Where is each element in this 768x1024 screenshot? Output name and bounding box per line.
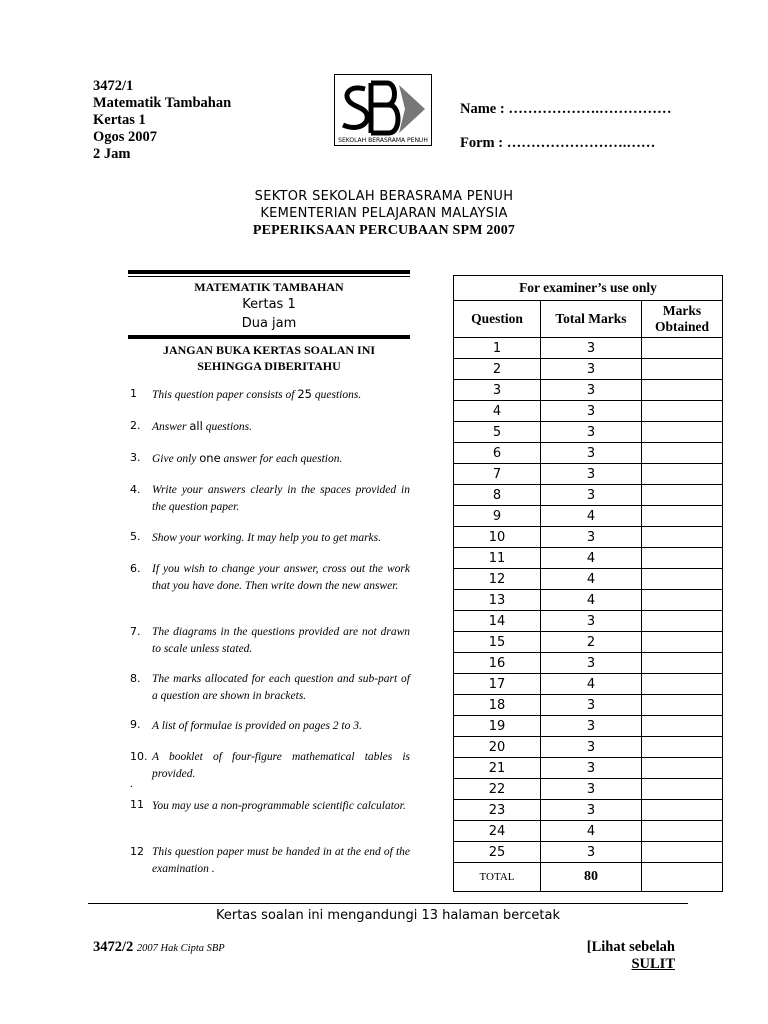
marks-obtained-cell[interactable] [642, 443, 723, 464]
col-header-obtained: Marks Obtained [642, 301, 723, 338]
marks-obtained-cell[interactable] [642, 527, 723, 548]
question-number: 8 [454, 485, 541, 506]
col-header-total: Total Marks [541, 301, 642, 338]
instruction-text: This question paper consists of 25 questions. [152, 387, 362, 401]
total-marks: 3 [541, 338, 642, 359]
total-marks: 3 [541, 716, 642, 737]
instruction-number: 6. [130, 562, 141, 575]
table-row [454, 548, 723, 569]
warning-text [128, 342, 410, 374]
table-row [454, 632, 723, 653]
question-number: 14 [454, 611, 541, 632]
total-marks: 3 [541, 653, 642, 674]
table-row [454, 443, 723, 464]
table-row [454, 506, 723, 527]
top-rule-thin [128, 276, 410, 277]
instruction-number: 3. [130, 451, 141, 464]
marks-obtained-cell[interactable] [642, 821, 723, 842]
question-number: 3 [454, 380, 541, 401]
table-row [454, 695, 723, 716]
instruction-text: Show your working. It may help you to get marks. [152, 532, 382, 544]
question-number: 18 [454, 695, 541, 716]
total-marks: 3 [541, 359, 642, 380]
table-row [454, 842, 723, 863]
total-marks: 3 [541, 758, 642, 779]
total-marks: 3 [541, 842, 642, 863]
marks-obtained-cell[interactable] [642, 359, 723, 380]
total-marks: 4 [541, 569, 642, 590]
question-number: 2 [454, 359, 541, 380]
marks-obtained-cell[interactable] [642, 737, 723, 758]
table-row [454, 737, 723, 758]
marks-obtained-cell[interactable] [642, 695, 723, 716]
table-row [454, 590, 723, 611]
instruction-text: The diagrams in the questions provided are not drawn to scale unless stated. [152, 626, 410, 655]
instruction-text: You may use a non-programmable scientific calculator. [152, 800, 406, 812]
copyright-note: 2007 Hak Cipta SBP [136, 943, 225, 954]
marks-obtained-cell[interactable] [642, 380, 723, 401]
total-marks: 4 [541, 506, 642, 527]
instruction-number: 8. [130, 672, 141, 685]
question-number: 4 [454, 401, 541, 422]
question-number: 11 [454, 548, 541, 569]
instruction-text: A list of formulae is provided on pages 2 to 3. [152, 720, 362, 732]
table-row [454, 422, 723, 443]
name-field[interactable]: Name : ……………….…………… [460, 101, 672, 117]
table-row [454, 401, 723, 422]
header-block [93, 78, 231, 163]
table-row [454, 464, 723, 485]
paper-code: 3472/1 [93, 78, 134, 94]
panel-paper: Kertas 1 [242, 297, 296, 312]
table-row [454, 653, 723, 674]
marks-obtained-cell[interactable] [642, 674, 723, 695]
table-row [454, 716, 723, 737]
question-number: 19 [454, 716, 541, 737]
table-row [454, 674, 723, 695]
marks-obtained-cell[interactable] [642, 338, 723, 359]
question-number: 23 [454, 800, 541, 821]
total-marks: 3 [541, 611, 642, 632]
instruction-number: 11 [130, 798, 144, 811]
total-marks: 3 [541, 737, 642, 758]
candidate-fields [460, 92, 671, 160]
instruction-text: If you wish to change your answer, cross out the work that you have done. Then write down the new answer. [152, 563, 410, 592]
table-row [454, 485, 723, 506]
table-row [454, 569, 723, 590]
instruction-number: 2. [130, 419, 141, 432]
exam-duration: 2 Jam [93, 146, 131, 162]
question-number: 1 [454, 338, 541, 359]
footer-right [587, 939, 675, 973]
question-number: 24 [454, 821, 541, 842]
marks-obtained-cell[interactable] [642, 464, 723, 485]
instruction-text: This question paper must be handed in at the end of the examination . [152, 846, 410, 875]
footer-paper-code: 3472/2 [93, 939, 134, 955]
total-marks: 3 [541, 443, 642, 464]
question-number: 15 [454, 632, 541, 653]
question-number: 10 [454, 527, 541, 548]
instruction-text: Write your answers clearly in the spaces provided in the question paper. [152, 484, 410, 513]
marks-obtained-cell[interactable] [642, 611, 723, 632]
marks-obtained-cell[interactable] [642, 485, 723, 506]
sulit-label: SULIT [631, 956, 675, 972]
total-marks: 4 [541, 674, 642, 695]
exam-title: PEPERIKSAAN PERCUBAAN SPM 2007 [252, 223, 516, 238]
table-row [454, 821, 723, 842]
marks-obtained-cell[interactable] [642, 800, 723, 821]
marks-obtained-cell[interactable] [642, 506, 723, 527]
question-number: 6 [454, 443, 541, 464]
question-number: 20 [454, 737, 541, 758]
total-marks: 3 [541, 422, 642, 443]
turn-over-note: [Lihat sebelah [586, 939, 675, 955]
sbp-logo [334, 74, 432, 146]
total-marks: 2 [541, 632, 642, 653]
instruction-number: 7. [130, 625, 141, 638]
question-number: 25 [454, 842, 541, 863]
total-value: 80 [541, 863, 642, 892]
question-number: 12 [454, 569, 541, 590]
total-marks: 3 [541, 695, 642, 716]
table-row [454, 800, 723, 821]
marks-obtained-cell[interactable] [642, 632, 723, 653]
instruction-number: 12 [130, 845, 144, 858]
table-row [454, 338, 723, 359]
instruction-number: 10. [130, 750, 148, 763]
question-number: 13 [454, 590, 541, 611]
total-marks: 3 [541, 800, 642, 821]
question-number: 16 [454, 653, 541, 674]
paper-number: Kertas 1 [93, 112, 146, 128]
table-row [454, 758, 723, 779]
total-marks: 4 [541, 821, 642, 842]
instruction-number: 9. [130, 718, 141, 731]
total-marks: 4 [541, 590, 642, 611]
table-row [454, 359, 723, 380]
footer-code [93, 939, 225, 956]
instruction-number: 1 [130, 387, 137, 400]
table-row [454, 527, 723, 548]
examiner-caption: For examiner’s use only [454, 276, 723, 301]
warning-line-1: JANGAN BUKA KERTAS SOALAN INI [162, 343, 376, 357]
stray-dot: . [130, 778, 133, 790]
question-number: 22 [454, 779, 541, 800]
logo-caption: SEKOLAH BERASRAMA PENUH [338, 137, 428, 144]
instruction-text: A booklet of four-figure mathematical tables is provided. [152, 751, 410, 780]
marks-obtained-cell[interactable] [642, 590, 723, 611]
marks-obtained-cell[interactable] [642, 569, 723, 590]
exam-date: Ogos 2007 [93, 129, 158, 145]
question-number: 17 [454, 674, 541, 695]
subject-name: Matematik Tambahan [93, 95, 232, 111]
total-marks: 3 [541, 527, 642, 548]
instruction-number: 5. [130, 530, 141, 543]
question-number: 9 [454, 506, 541, 527]
examiner-table [453, 275, 723, 892]
organisation-heading [0, 188, 768, 239]
total-marks: 3 [541, 779, 642, 800]
panel-duration: Dua jam [241, 316, 297, 331]
warning-line-2: SEHINGGA DIBERITAHU [197, 359, 341, 373]
total-marks: 3 [541, 401, 642, 422]
marks-obtained-cell[interactable] [642, 842, 723, 863]
table-row [454, 611, 723, 632]
marks-obtained-cell[interactable] [642, 401, 723, 422]
marks-obtained-cell[interactable] [642, 716, 723, 737]
top-rule-thick [128, 270, 410, 274]
org-line-2: KEMENTERIAN PELAJARAN MALAYSIA [260, 206, 508, 221]
total-marks: 3 [541, 485, 642, 506]
marks-obtained-cell[interactable] [642, 422, 723, 443]
marks-obtained-cell[interactable] [642, 548, 723, 569]
question-number: 5 [454, 422, 541, 443]
table-row [454, 380, 723, 401]
total-label: TOTAL [454, 863, 541, 892]
col-header-question: Question [454, 301, 541, 338]
marks-obtained-cell[interactable] [642, 779, 723, 800]
form-field[interactable]: Form : …………………….…… [460, 135, 656, 151]
page-count-note: Kertas soalan ini mengandungi 13 halaman bercetak [215, 908, 561, 923]
instruction-text: The marks allocated for each question and sub-part of a question are shown in brackets. [152, 673, 410, 702]
marks-obtained-cell[interactable] [642, 653, 723, 674]
question-number: 21 [454, 758, 541, 779]
question-number: 7 [454, 464, 541, 485]
total-obtained-cell[interactable] [642, 863, 723, 892]
footer-rule [88, 903, 688, 904]
panel-title: MATEMATIK TAMBAHAN [194, 280, 344, 294]
total-marks: 3 [541, 464, 642, 485]
total-marks: 3 [541, 380, 642, 401]
instruction-number: 4. [130, 483, 141, 496]
marks-obtained-cell[interactable] [642, 758, 723, 779]
total-marks: 4 [541, 548, 642, 569]
mid-rule-thick [128, 335, 410, 339]
instruction-text: Give only one answer for each question. [152, 451, 343, 465]
org-line-1: SEKTOR SEKOLAH BERASRAMA PENUH [254, 189, 514, 204]
table-row [454, 779, 723, 800]
instruction-text: Answer all questions. [152, 419, 253, 433]
